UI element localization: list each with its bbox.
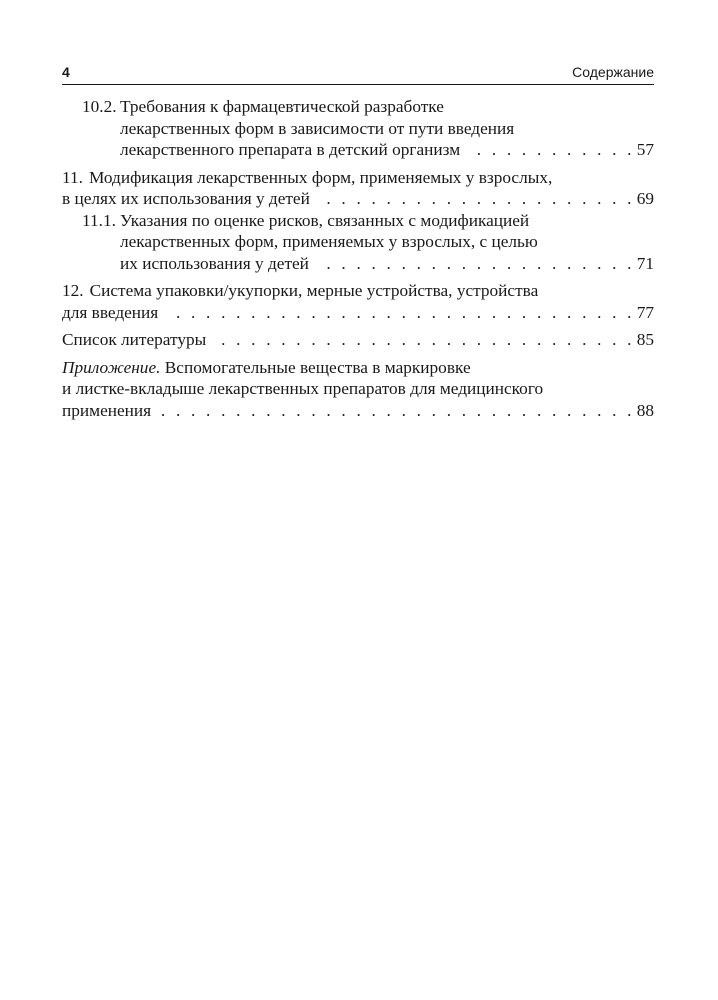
section-title: Содержание [572, 64, 654, 80]
toc-entry-11-1[interactable] [62, 210, 654, 275]
toc-entry-10-2[interactable] [62, 96, 654, 161]
toc-entry-line: и листке-вкладыше лекарственных препаратов для медицинского [62, 379, 544, 398]
appendix-label: Приложение. [62, 357, 161, 377]
toc-entry-appendix[interactable] [62, 357, 654, 422]
table-of-contents [62, 96, 654, 421]
page-number: 4 [62, 64, 70, 80]
toc-entry-number: 11. [62, 167, 83, 187]
toc-entry-line: в целях их использования у детей [62, 189, 310, 208]
page-ref[interactable]: 77 [636, 302, 654, 322]
running-head [62, 62, 654, 85]
toc-entry-line: лекарственных форм в зависимости от пути введения [120, 118, 515, 138]
toc-entry-last-line [120, 139, 654, 161]
page-ref[interactable]: 69 [636, 189, 654, 208]
toc-entry-line: Указания по оценке рисков, связанных с модификацией [120, 210, 530, 230]
toc-entry-first-line [62, 167, 654, 189]
toc-entry-body [62, 329, 654, 351]
toc-entry-body [120, 210, 654, 275]
toc-entry-last-line [62, 400, 654, 422]
toc-entry-line: Вспомогательные вещества в маркировке [164, 357, 471, 377]
toc-entry-last-line [62, 329, 654, 351]
dot-leader [157, 400, 635, 422]
page-ref[interactable]: 71 [636, 253, 654, 273]
toc-entry-last-line [62, 302, 654, 324]
toc-entry-body [62, 280, 654, 323]
page-ref[interactable]: 88 [636, 400, 654, 420]
page-ref[interactable]: 85 [636, 330, 654, 349]
toc-entry-first-line [62, 357, 654, 379]
dot-leader [316, 188, 635, 210]
toc-entry-line: их использования у детей [120, 253, 309, 273]
toc-entry-references[interactable] [62, 329, 654, 351]
toc-entry-last-line [62, 188, 654, 210]
dot-leader [164, 302, 634, 324]
toc-entry-body [120, 96, 654, 161]
toc-entry-line: Список литературы [62, 330, 207, 349]
toc-entry-number: 12. [62, 281, 84, 300]
toc-entry-number: 11.1. [82, 210, 116, 230]
toc-entry-body [62, 357, 654, 422]
toc-entry-line: Модификация лекарственных форм, применяемых у взрослых, [88, 167, 553, 187]
toc-entry-number: 10.2. [82, 97, 117, 116]
toc-entry-last-line [120, 253, 654, 275]
toc-entry-line: Требования к фармацевтической разработке [120, 97, 444, 116]
toc-entry-line: Система упаковки/укупорки, мерные устройства, устройства [89, 281, 539, 300]
toc-entry-first-line [62, 280, 654, 302]
toc-entry-line: лекарственных форм, применяемых у взрослых, с целью [120, 232, 538, 251]
toc-entry-line: лекарственного препарата в детский организм [120, 140, 461, 159]
toc-entry-12[interactable] [62, 280, 654, 323]
page-ref[interactable]: 57 [636, 140, 654, 159]
toc-entry-body [62, 167, 654, 210]
dot-leader [466, 139, 635, 161]
toc-entry-line: для введения [62, 302, 159, 322]
dot-leader [315, 253, 635, 275]
dot-leader [212, 329, 634, 351]
toc-entry-11[interactable] [62, 167, 654, 210]
toc-entry-line: применения [62, 400, 152, 420]
